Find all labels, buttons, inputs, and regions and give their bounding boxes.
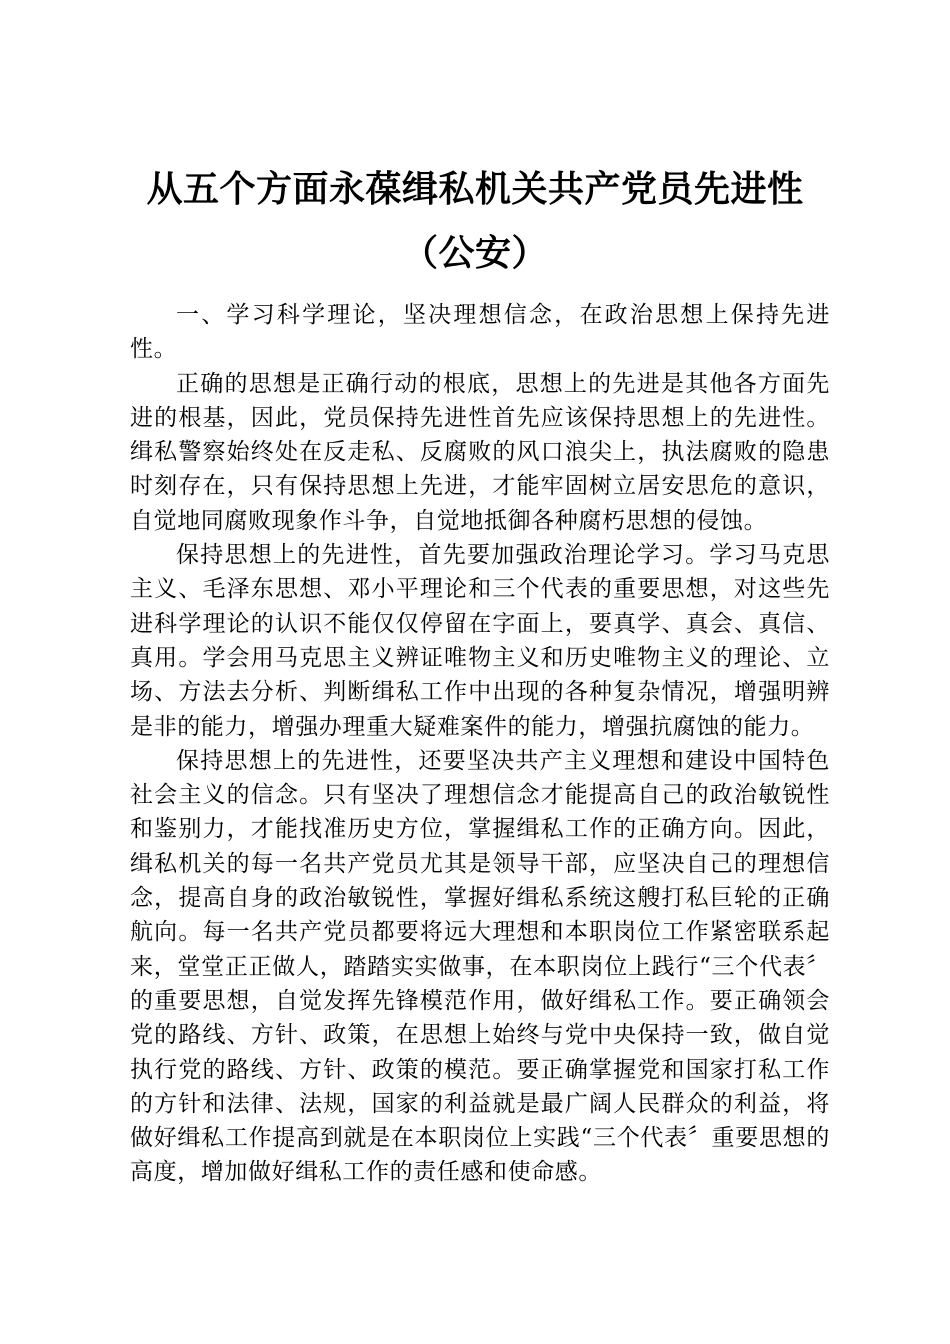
paragraph-political-theory: 保持思想上的先进性，首先要加强政治理论学习。学习马克思主义、毛泽东思想、邓小平理论和三个代表的重要思想，对这些先进科学理论的认识不能仅仅停留在字面上，要真学、真会、真信、真用。学会用马克思主义辨证唯物主义和历史唯物主义的理论、立场、方法去分析、判断缉私工作中出现的各种复杂情况，增强明辨是非的能力，增强办理重大疑难案件的能力，增强抗腐蚀的能力。: [130, 542, 830, 740]
paragraph-heading-one: 一、学习科学理论，坚决理想信念，在政治思想上保持先进性。: [130, 302, 830, 363]
paragraph-ideals-and-beliefs: 保持思想上的先进性，还要坚决共产主义理想和建设中国特色社会主义的信念。只有坚决了理想信念才能提高自己的政治敏锐性和鉴别力，才能找准历史方位，掌握缉私工作的正确方向。因此，缉私机关的每一名共产党员尤其是领导干部，应坚决自己的理想信念，提高自身的政治敏锐性，掌握好缉私系统这艘打私巨轮的正确航向。每一名共产党员都要将远大理想和本职岗位工作紧密联系起来，堂堂正正做人，踏踏实实做事，在本职岗位上践行“三个代表〞的重要思想，自觉发挥先锋模范作用，做好缉私工作。要正确领会党的路线、方针、政策，在思想上始终与党中央保持一致，做自觉执行党的路线、方针、政策的模范。要正确掌握党和国家打私工作的方针和法律、法规，国家的利益就是最广阔人民群众的利益，将做好缉私工作提高到就是在本职岗位上实践“三个代表〞重要思想的高度，增加做好缉私工作的责任感和使命感。: [130, 747, 830, 1186]
paragraph-correct-thinking: 正确的思想是正确行动的根底，思想上的先进是其他各方面先进的根基，因此，党员保持先进性首先应该保持思想上的先进性。缉私警察始终处在反走私、反腐败的风口浪尖上，执法腐败的隐患时刻存在，只有保持思想上先进，才能牢固树立居安思危的意识，自觉地同腐败现象作斗争，自觉地抵御各种腐朽思想的侵蚀。: [130, 370, 830, 534]
document-body: [130, 298, 830, 1190]
document-title: 从五个方面永葆缉私机关共产党员先进性（公安）: [146, 169, 804, 274]
